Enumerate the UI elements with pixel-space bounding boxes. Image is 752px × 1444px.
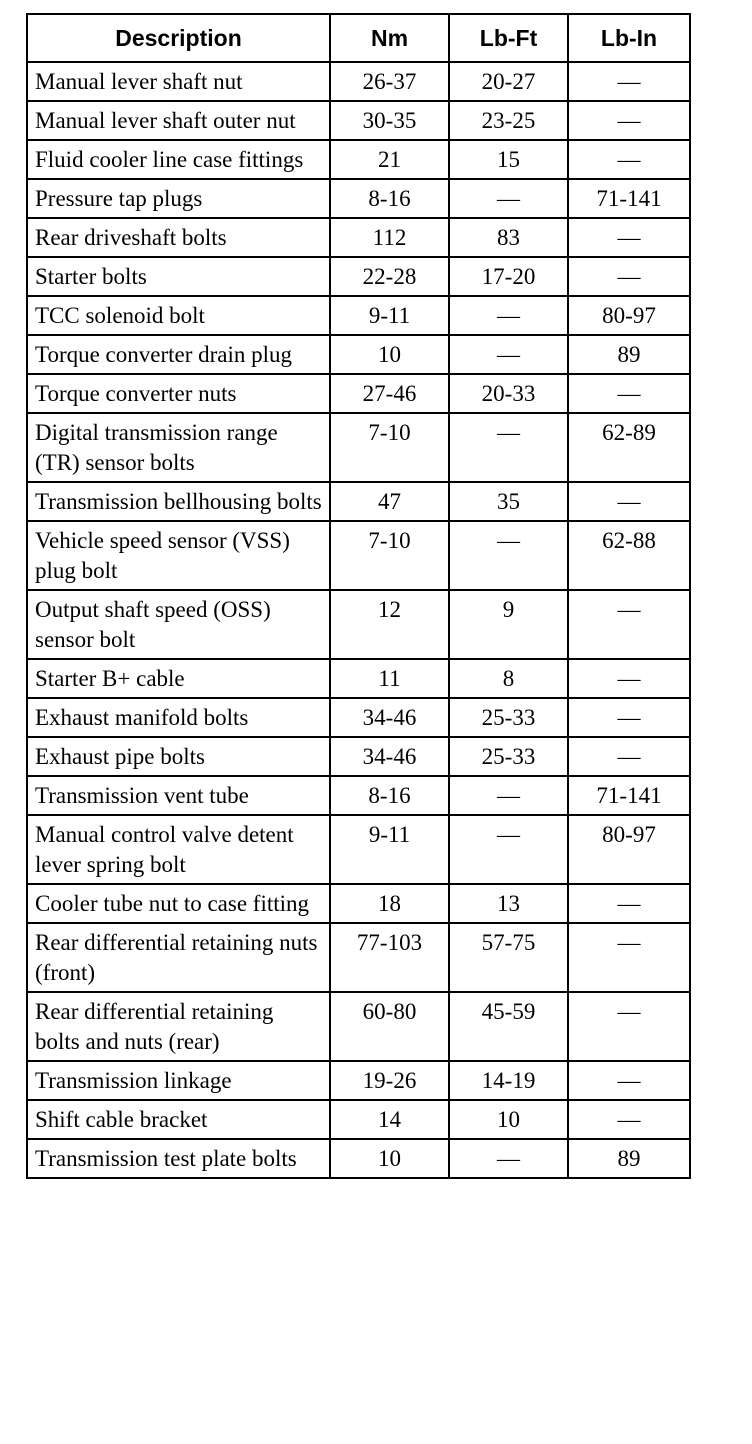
- cell-lb-ft: 20-27: [449, 62, 568, 101]
- table-row: [27, 62, 690, 101]
- cell-lb-in: —: [568, 590, 690, 659]
- cell-lb-in: —: [568, 659, 690, 698]
- cell-description: Pressure tap plugs: [27, 179, 330, 218]
- cell-description: Manual control valve detent lever spring bolt: [27, 815, 330, 884]
- cell-description: Transmission vent tube: [27, 776, 330, 815]
- cell-description: Rear differential retaining bolts and nuts (rear): [27, 992, 330, 1061]
- cell-nm: 60-80: [330, 992, 449, 1061]
- header-description: Description: [27, 14, 330, 62]
- cell-lb-in: —: [568, 374, 690, 413]
- cell-nm: 10: [330, 335, 449, 374]
- cell-lb-in: —: [568, 140, 690, 179]
- cell-lb-ft: 23-25: [449, 101, 568, 140]
- cell-nm: 112: [330, 218, 449, 257]
- cell-nm: 77-103: [330, 923, 449, 992]
- table-row: [27, 140, 690, 179]
- cell-lb-in: —: [568, 884, 690, 923]
- cell-nm: 14: [330, 1100, 449, 1139]
- cell-lb-ft: —: [449, 521, 568, 590]
- table-row: [27, 776, 690, 815]
- cell-lb-ft: —: [449, 776, 568, 815]
- table-row: [27, 101, 690, 140]
- table-row: [27, 1061, 690, 1100]
- cell-lb-in: 62-88: [568, 521, 690, 590]
- cell-lb-ft: —: [449, 413, 568, 482]
- cell-description: Shift cable bracket: [27, 1100, 330, 1139]
- cell-description: Output shaft speed (OSS) sensor bolt: [27, 590, 330, 659]
- cell-description: Manual lever shaft nut: [27, 62, 330, 101]
- cell-nm: 21: [330, 140, 449, 179]
- table-row: [27, 884, 690, 923]
- table-row: [27, 482, 690, 521]
- table-row: [27, 218, 690, 257]
- cell-description: Cooler tube nut to case fitting: [27, 884, 330, 923]
- cell-description: Transmission linkage: [27, 1061, 330, 1100]
- cell-nm: 11: [330, 659, 449, 698]
- table-row: [27, 815, 690, 884]
- cell-nm: 12: [330, 590, 449, 659]
- cell-lb-ft: 45-59: [449, 992, 568, 1061]
- cell-nm: 7-10: [330, 413, 449, 482]
- cell-lb-in: —: [568, 992, 690, 1061]
- cell-lb-in: —: [568, 101, 690, 140]
- table-row: [27, 179, 690, 218]
- cell-lb-in: —: [568, 482, 690, 521]
- cell-lb-ft: —: [449, 335, 568, 374]
- cell-description: Fluid cooler line case fittings: [27, 140, 330, 179]
- cell-lb-in: —: [568, 1100, 690, 1139]
- cell-lb-in: 80-97: [568, 815, 690, 884]
- cell-nm: 19-26: [330, 1061, 449, 1100]
- cell-lb-ft: 57-75: [449, 923, 568, 992]
- table-row: [27, 1100, 690, 1139]
- cell-nm: 26-37: [330, 62, 449, 101]
- table-row: [27, 521, 690, 590]
- header-lb-in: Lb-In: [568, 14, 690, 62]
- header-row: [27, 14, 690, 62]
- table-row: [27, 698, 690, 737]
- cell-lb-in: 89: [568, 335, 690, 374]
- cell-nm: 7-10: [330, 521, 449, 590]
- cell-nm: 18: [330, 884, 449, 923]
- table-row: [27, 992, 690, 1061]
- cell-lb-in: 62-89: [568, 413, 690, 482]
- cell-lb-in: 71-141: [568, 776, 690, 815]
- table-row: [27, 257, 690, 296]
- cell-nm: 34-46: [330, 737, 449, 776]
- cell-lb-ft: 13: [449, 884, 568, 923]
- cell-nm: 30-35: [330, 101, 449, 140]
- cell-lb-ft: 8: [449, 659, 568, 698]
- cell-nm: 34-46: [330, 698, 449, 737]
- cell-nm: 8-16: [330, 179, 449, 218]
- cell-nm: 9-11: [330, 296, 449, 335]
- cell-lb-in: —: [568, 62, 690, 101]
- cell-lb-ft: 10: [449, 1100, 568, 1139]
- cell-lb-ft: —: [449, 179, 568, 218]
- cell-nm: 8-16: [330, 776, 449, 815]
- cell-lb-in: 80-97: [568, 296, 690, 335]
- table-row: [27, 413, 690, 482]
- cell-lb-ft: 83: [449, 218, 568, 257]
- table-row: [27, 296, 690, 335]
- cell-description: Torque converter drain plug: [27, 335, 330, 374]
- table-row: [27, 923, 690, 992]
- cell-nm: 9-11: [330, 815, 449, 884]
- cell-lb-in: —: [568, 923, 690, 992]
- cell-nm: 22-28: [330, 257, 449, 296]
- table-row: [27, 1139, 690, 1178]
- table-row: [27, 590, 690, 659]
- cell-description: Digital transmission range (TR) sensor bolts: [27, 413, 330, 482]
- header-nm: Nm: [330, 14, 449, 62]
- cell-lb-ft: 20-33: [449, 374, 568, 413]
- cell-description: Rear differential retaining nuts (front): [27, 923, 330, 992]
- cell-lb-in: —: [568, 257, 690, 296]
- cell-lb-in: 71-141: [568, 179, 690, 218]
- cell-lb-ft: 17-20: [449, 257, 568, 296]
- cell-lb-in: —: [568, 698, 690, 737]
- cell-description: Starter bolts: [27, 257, 330, 296]
- cell-lb-in: 89: [568, 1139, 690, 1178]
- cell-description: Rear driveshaft bolts: [27, 218, 330, 257]
- cell-description: TCC solenoid bolt: [27, 296, 330, 335]
- cell-lb-ft: 25-33: [449, 698, 568, 737]
- cell-description: Manual lever shaft outer nut: [27, 101, 330, 140]
- table-row: [27, 374, 690, 413]
- cell-lb-ft: —: [449, 815, 568, 884]
- cell-lb-in: —: [568, 1061, 690, 1100]
- torque-spec-table: [26, 13, 691, 1179]
- cell-lb-ft: 14-19: [449, 1061, 568, 1100]
- cell-description: Torque converter nuts: [27, 374, 330, 413]
- cell-lb-ft: 9: [449, 590, 568, 659]
- table-row: [27, 737, 690, 776]
- cell-nm: 10: [330, 1139, 449, 1178]
- cell-description: Transmission test plate bolts: [27, 1139, 330, 1178]
- cell-description: Vehicle speed sensor (VSS) plug bolt: [27, 521, 330, 590]
- table-row: [27, 335, 690, 374]
- cell-lb-ft: 25-33: [449, 737, 568, 776]
- cell-lb-ft: —: [449, 1139, 568, 1178]
- cell-lb-ft: 15: [449, 140, 568, 179]
- cell-description: Transmission bellhousing bolts: [27, 482, 330, 521]
- cell-nm: 27-46: [330, 374, 449, 413]
- cell-description: Exhaust pipe bolts: [27, 737, 330, 776]
- cell-description: Exhaust manifold bolts: [27, 698, 330, 737]
- cell-lb-ft: 35: [449, 482, 568, 521]
- header-lb-ft: Lb-Ft: [449, 14, 568, 62]
- cell-lb-in: —: [568, 218, 690, 257]
- cell-lb-in: —: [568, 737, 690, 776]
- cell-description: Starter B+ cable: [27, 659, 330, 698]
- cell-lb-ft: —: [449, 296, 568, 335]
- table-row: [27, 659, 690, 698]
- cell-nm: 47: [330, 482, 449, 521]
